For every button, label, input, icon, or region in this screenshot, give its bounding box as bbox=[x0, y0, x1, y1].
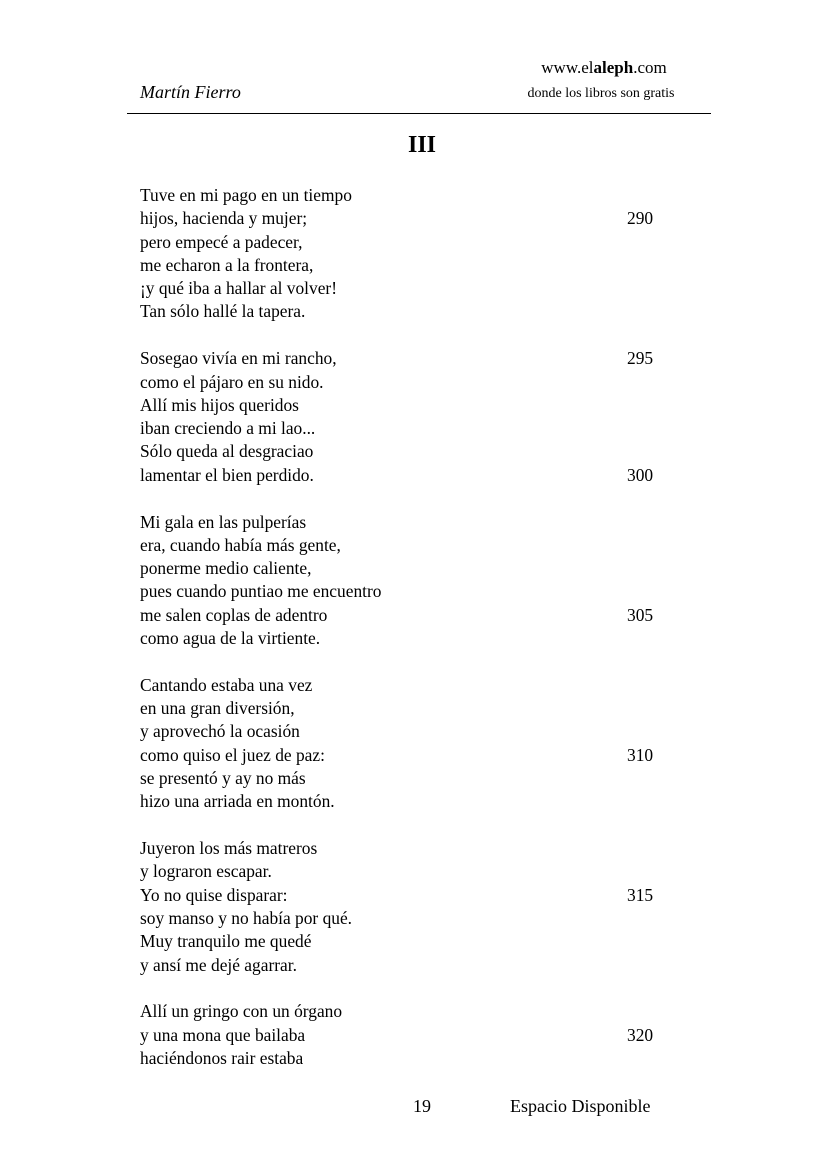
verse-line bbox=[140, 790, 700, 813]
verse-text: en una gran diversión, bbox=[140, 698, 295, 719]
verse-text: y ansí me dejé agarrar. bbox=[140, 954, 297, 975]
line-number: 320 bbox=[627, 1024, 654, 1045]
verse-line bbox=[140, 627, 700, 650]
verse-text: Muy tranquilo me quedé bbox=[140, 931, 312, 952]
verse-line bbox=[140, 464, 700, 487]
site-url[interactable] bbox=[524, 58, 684, 78]
verse-text: Sosegao vivía en mi rancho, bbox=[140, 348, 337, 369]
verse-text: hizo una arriada en montón. bbox=[140, 791, 335, 812]
stanza bbox=[140, 674, 700, 814]
stanza bbox=[140, 1000, 700, 1070]
stanza bbox=[140, 511, 700, 651]
verse-text: Tuve en mi pago en un tiempo bbox=[140, 185, 352, 205]
verse-text: pues cuando puntiao me encuentro bbox=[140, 581, 382, 602]
verse-text: iban creciendo a mi lao... bbox=[140, 418, 316, 439]
verse-line bbox=[140, 277, 700, 300]
verse-line bbox=[140, 907, 700, 930]
stanza bbox=[140, 347, 700, 487]
verse-line bbox=[140, 1024, 700, 1047]
verse-line bbox=[140, 534, 700, 557]
verse-text: pero empecé a padecer, bbox=[140, 231, 303, 252]
site-suffix: .com bbox=[633, 58, 667, 77]
verse-text: Yo no quise disparar: bbox=[140, 884, 288, 905]
verse-text: como el pájaro en su nido. bbox=[140, 371, 324, 392]
verse-line bbox=[140, 860, 700, 883]
line-number: 300 bbox=[627, 464, 654, 485]
verse-text: Allí un gringo con un órgano bbox=[140, 1001, 343, 1022]
book-title: Martín Fierro bbox=[140, 82, 241, 102]
verse-line bbox=[140, 837, 700, 860]
verse-line bbox=[140, 930, 700, 953]
verse-line bbox=[140, 580, 700, 603]
site-brand: aleph bbox=[593, 58, 634, 77]
site-prefix: www.el bbox=[541, 58, 594, 77]
verse-line bbox=[140, 511, 700, 534]
verse-text: como agua de la virtiente. bbox=[140, 628, 321, 649]
verse-line bbox=[140, 1047, 700, 1070]
verse-line bbox=[140, 744, 700, 767]
verse-line bbox=[140, 440, 700, 463]
verse-text: hijos, hacienda y mujer; bbox=[140, 208, 308, 229]
site-tagline: donde los libros son gratis bbox=[527, 86, 675, 101]
verse-text: haciéndonos rair estaba bbox=[140, 1048, 304, 1068]
verse-text: ¡y qué iba a hallar al volver! bbox=[140, 278, 338, 299]
footer-note: Espacio Disponible bbox=[510, 1096, 651, 1116]
verse-line bbox=[140, 254, 700, 277]
verse-line bbox=[140, 557, 700, 580]
verse-line bbox=[140, 300, 700, 323]
line-number: 290 bbox=[627, 208, 654, 229]
stanza bbox=[140, 837, 700, 977]
verse-text: me salen coplas de adentro bbox=[140, 604, 328, 625]
verse-text: era, cuando había más gente, bbox=[140, 534, 341, 555]
verse-text: como quiso el juez de paz: bbox=[140, 744, 325, 765]
verse-text: ponerme medio caliente, bbox=[140, 558, 312, 579]
verse-line bbox=[140, 720, 700, 743]
verse-line bbox=[140, 697, 700, 720]
verse-text: lamentar el bien perdido. bbox=[140, 464, 314, 485]
verse-text: Cantando estaba una vez bbox=[140, 674, 313, 695]
verse-text: soy manso y no había por qué. bbox=[140, 908, 353, 929]
verse-text: Sólo queda al desgraciao bbox=[140, 441, 314, 462]
line-number: 315 bbox=[627, 884, 654, 905]
verse-line bbox=[140, 604, 700, 627]
verse-line bbox=[140, 1000, 700, 1023]
verse-line bbox=[140, 231, 700, 254]
verse-line bbox=[140, 674, 700, 697]
verse-line bbox=[140, 767, 700, 790]
verse-line bbox=[140, 884, 700, 907]
poem-body bbox=[140, 184, 700, 1094]
verse-text: y aprovechó la ocasión bbox=[140, 721, 300, 742]
verse-text: Tan sólo hallé la tapera. bbox=[140, 301, 306, 322]
line-number: 310 bbox=[627, 744, 654, 765]
verse-text: Juyeron los más matreros bbox=[140, 838, 318, 859]
page-number: 19 bbox=[413, 1096, 431, 1116]
verse-line bbox=[140, 371, 700, 394]
verse-line bbox=[140, 417, 700, 440]
line-number: 295 bbox=[627, 348, 654, 369]
header-divider bbox=[127, 113, 711, 114]
verse-line bbox=[140, 184, 700, 207]
stanza bbox=[140, 184, 700, 324]
verse-text: y una mona que bailaba bbox=[140, 1024, 306, 1045]
chapter-heading: III bbox=[407, 132, 437, 158]
verse-text: Mi gala en las pulperías bbox=[140, 511, 307, 532]
verse-line bbox=[140, 347, 700, 370]
verse-text: Allí mis hijos queridos bbox=[140, 394, 299, 415]
verse-text: me echaron a la frontera, bbox=[140, 254, 314, 275]
line-number: 305 bbox=[627, 604, 654, 625]
verse-line bbox=[140, 207, 700, 230]
verse-line bbox=[140, 394, 700, 417]
verse-line bbox=[140, 954, 700, 977]
verse-text: se presentó y ay no más bbox=[140, 768, 306, 789]
verse-text: y lograron escapar. bbox=[140, 861, 272, 882]
